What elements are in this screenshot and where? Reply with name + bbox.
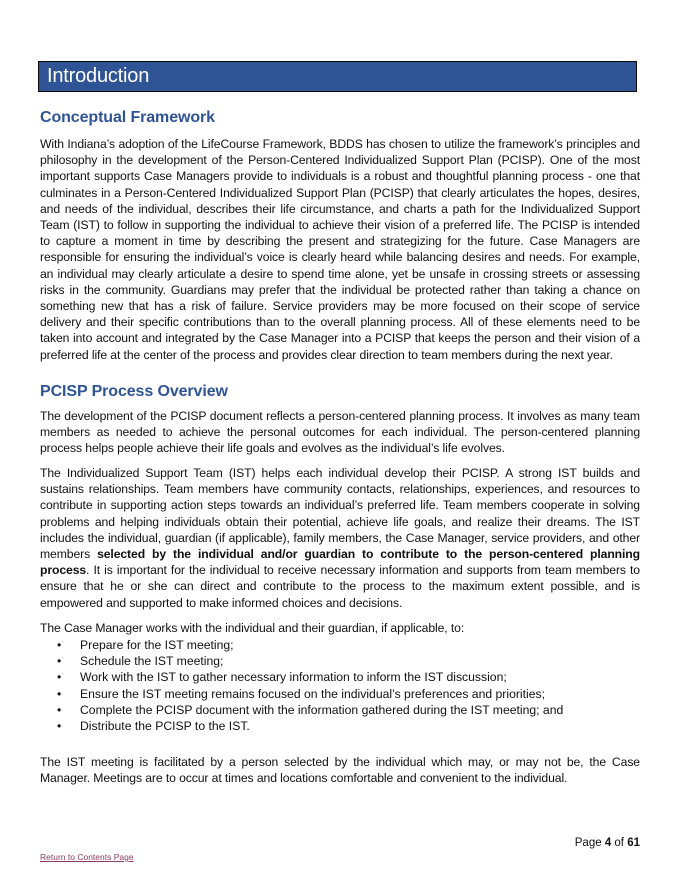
heading-conceptual-framework: Conceptual Framework bbox=[40, 109, 215, 126]
list-item: • Schedule the IST meeting; bbox=[57, 654, 224, 669]
list-item: • Work with the IST to gather necessary information to inform the IST discussion; bbox=[57, 670, 507, 685]
paragraph-ist-meeting: The IST meeting is facilitated by a person selected by the individual which may, or may not be, the Case Manager. Meetings are to occur at times and locations comfortable and convenient to the individual. bbox=[40, 755, 640, 786]
ist-text-end: . It is important for the individual to receive necessary information and supports from team members to ensure that he or she can direct and contribute to the process to the maximum extent possible, and is empowered and supported to make informed choices and decisions. bbox=[40, 563, 640, 610]
bullet-icon: • bbox=[57, 654, 62, 669]
paragraph-ist bbox=[40, 465, 640, 611]
paragraph-overview-intro: The development of the PCISP document reflects a person-centered planning process. It involves as many team members as needed to achieve the personal outcomes for each individual. The person-centered planning process helps people achieve their life goals and evolves as the individual’s life evolves. bbox=[40, 409, 640, 456]
banner-title: Introduction bbox=[47, 65, 150, 87]
case-manager-task-list bbox=[40, 637, 563, 734]
return-to-contents-link[interactable]: Return to Contents Page bbox=[40, 852, 134, 862]
heading-process-overview: PCISP Process Overview bbox=[40, 383, 228, 400]
section-banner bbox=[38, 61, 637, 92]
list-item: • Prepare for the IST meeting; bbox=[57, 638, 234, 652]
bullet-icon: • bbox=[57, 670, 62, 685]
page-number: Page 4 of 61 bbox=[574, 837, 640, 849]
paragraph-conceptual-framework: With Indiana’s adoption of the LifeCourse Framework, BDDS has chosen to utilize the framework’s principles and philosophy in the development of the Person-Centered Individualized Support Plan (PCISP). One of the most important supports Case Managers provide to individuals is a robust and thoughtful planning process - one that culminates in a Person-Centered Individualized Support Plan (PCISP) that clearly articulates the hopes, desires, and needs of the individual, describes their life circumstance, and charts a path for the Individualized Support Team (IST) to follow in supporting the individual to achieve their vision of a preferred life. The PCISP is intended to capture a moment in time by describing the present and strategizing for the future. Case Managers are responsible for ensuring the individual’s voice is clearly heard while balancing desires and needs. For example, an individual may clearly articulate a desire to spend time alone, yet be unsafe in crossing streets or assessing risks in the community. Guardians may prefer that the individual be protected rather than taking a chance on something new that has a risk of failure. Service providers may be more focused on their scope of service delivery and their specific contributions than to the overall planning process. All of these elements need to be taken into account and integrated by the Case Manager into a PCISP that keeps the person and their vision of a preferred life at the center of the process and provides clear direction to team members during the next year. bbox=[40, 137, 640, 362]
bullet-icon: • bbox=[57, 686, 62, 701]
list-item: • Complete the PCISP document with the information gathered during the IST meeting; and bbox=[57, 702, 564, 717]
list-item: • Distribute the PCISP to the IST. bbox=[57, 719, 250, 734]
bullet-icon: • bbox=[57, 702, 62, 717]
ist-text-start: The Individualized Support Team (IST) helps each individual develop their PCISP. A strong IST builds and sustains relationships. Team members have community contacts, relationships, experiences, and resources to contribute in supporting action steps towards an individual’s preferred life. Team members cooperate in solving problems and helping individuals obtain their potential, achieve life goals, and realize their dreams. The IST includes the individual, guardian (if applicable), family members, the Case Manager, service providers, and other members bbox=[40, 466, 640, 562]
list-item: • Ensure the IST meeting remains focused on the individual’s preferences and priorities; bbox=[57, 686, 545, 701]
bullet-icon: • bbox=[57, 719, 62, 734]
bullet-icon: • bbox=[57, 638, 62, 652]
paragraph-case-manager-intro: The Case Manager works with the individual and their guardian, if applicable, to: bbox=[40, 621, 465, 635]
ist-bold-text: selected by the individual and/or guardian to contribute to the person-centered planning process bbox=[40, 547, 640, 578]
